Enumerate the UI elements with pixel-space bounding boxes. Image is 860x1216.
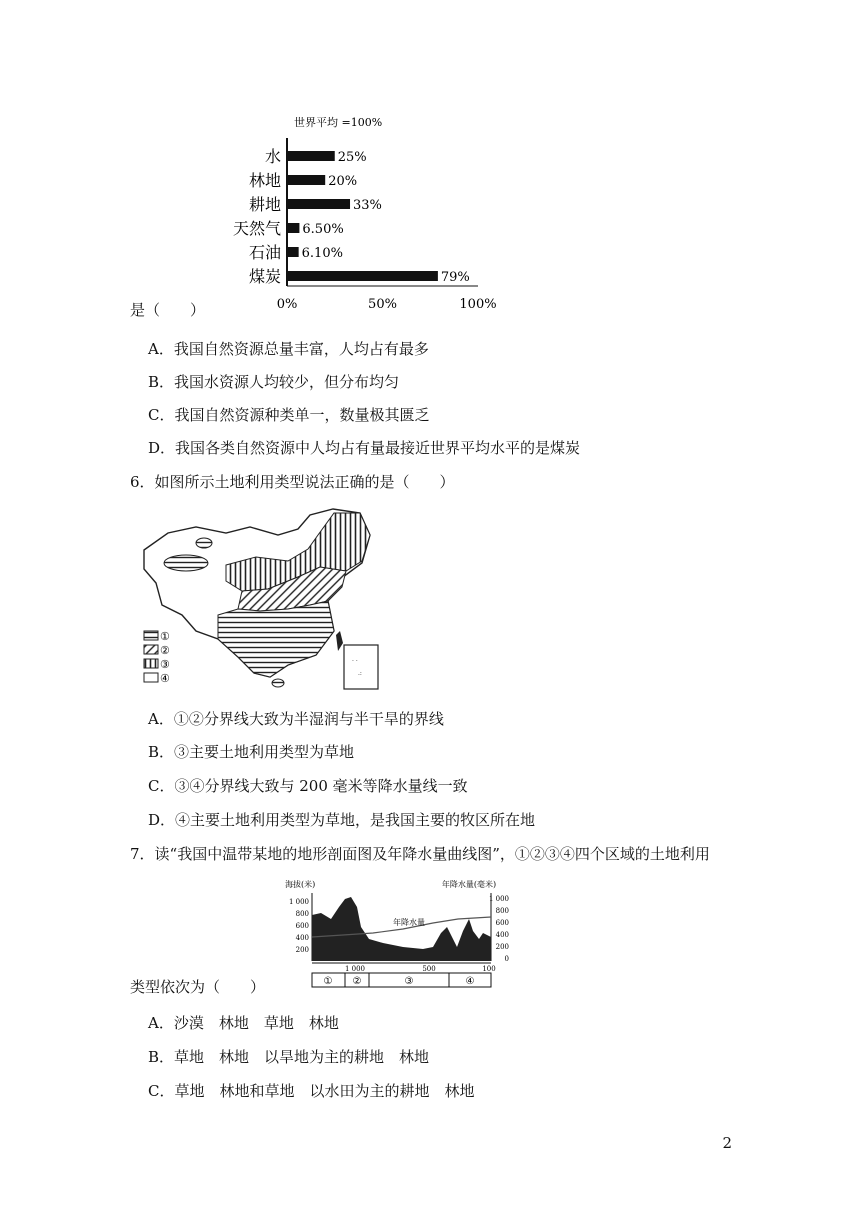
tick-label: 50%	[368, 297, 397, 312]
zone-label-1: ①	[323, 976, 333, 987]
zone-label-2: ②	[352, 976, 362, 987]
bar	[287, 223, 299, 233]
left-tick: 600	[295, 922, 309, 930]
q6-option-c: C．③④分界线大致与 200 毫米等降水量线一致	[148, 777, 468, 795]
left-axis-title: 海拔(米)	[285, 880, 316, 889]
south-sea-inset	[344, 645, 378, 689]
legend-label-4: ④	[160, 672, 170, 685]
curve-label: 年降水量	[393, 918, 425, 927]
q7-option-a: A．沙漠 林地 草地 林地	[148, 1014, 339, 1032]
bar	[287, 175, 325, 185]
category-label: 煤炭	[248, 267, 281, 286]
q7-stem-tail: 类型依次为（ ）	[130, 978, 266, 996]
zone-label-3: ③	[404, 976, 414, 987]
resource-bar-chart	[232, 108, 510, 318]
q5-option-d: D．我国各类自然资源中人均占有量最接近世界平均水平的是煤炭	[148, 439, 581, 457]
category-label: 天然气	[232, 219, 281, 238]
bar	[287, 199, 350, 209]
category-label: 耕地	[248, 195, 281, 214]
x-tick: 100	[482, 965, 496, 973]
x-tick: 500	[422, 965, 436, 973]
map-patch-basin-2	[196, 538, 212, 548]
inset-dots-2: .:	[358, 670, 362, 677]
q5-option-a: A．我国自然资源总量丰富，人均占有最多	[148, 340, 429, 358]
legend-label-3: ③	[160, 658, 170, 671]
bar	[287, 271, 438, 281]
q6-option-d: D．④主要土地利用类型为草地，是我国主要的牧区所在地	[148, 811, 536, 829]
value-label: 6.50%	[302, 222, 344, 237]
tick-label: 100%	[459, 297, 497, 312]
right-tick: 800	[495, 907, 509, 915]
right-tick: 200	[495, 943, 509, 951]
bar	[287, 151, 335, 161]
china-land-use-map	[138, 505, 390, 693]
map-region-1	[218, 601, 334, 677]
bar	[287, 247, 299, 257]
q6-option-a: A．①②分界线大致为半湿润与半干旱的界线	[148, 710, 444, 728]
right-tick: 0	[504, 955, 509, 963]
x-tick: 1 000	[344, 965, 366, 973]
value-label: 6.10%	[301, 246, 343, 261]
value-label: 25%	[337, 150, 367, 165]
map-island-hainan	[272, 679, 284, 687]
category-label: 水	[264, 147, 281, 166]
left-tick: 800	[295, 910, 309, 918]
q7-option-b: B．草地 林地 以旱地为主的耕地 林地	[148, 1048, 430, 1066]
q6-option-b: B．③主要土地利用类型为草地	[148, 743, 355, 761]
q7-stem: 7．读“我国中温带某地的地形剖面图及年降水量曲线图”，①②③④四个区域的土地利用	[130, 845, 710, 863]
chart-title: 世界平均 =100%	[294, 116, 383, 129]
left-tick: 200	[295, 946, 309, 954]
map-legend	[144, 630, 170, 685]
right-axis-title: 年降水量(毫米)	[441, 880, 497, 889]
q5-option-c: C．我国自然资源种类单一，数量极其匮乏	[148, 406, 430, 424]
category-label: 林地	[248, 171, 281, 190]
zone-strip	[312, 973, 491, 987]
legend-label-2: ②	[160, 644, 170, 657]
category-label: 石油	[248, 243, 281, 262]
value-label: 79%	[440, 270, 470, 285]
left-tick: 400	[295, 934, 309, 942]
zone-label-4: ④	[465, 976, 475, 987]
page-number: 2	[722, 1134, 732, 1152]
right-tick: 400	[495, 931, 509, 939]
terrain-profile-figure	[283, 877, 515, 989]
q5-stem-tail: 是（ ）	[130, 301, 206, 319]
map-patch-basin	[164, 555, 208, 571]
q6-stem: 6．如图所示土地利用类型说法正确的是（ ）	[130, 473, 455, 491]
value-label: 20%	[328, 174, 358, 189]
map-island-taiwan	[336, 631, 343, 651]
q5-option-b: B．我国水资源人均较少，但分布均匀	[148, 373, 400, 391]
legend-label-1: ①	[160, 630, 170, 643]
right-tick: 600	[495, 919, 509, 927]
inset-dots: . .	[352, 656, 358, 663]
right-tick: 1 000	[488, 895, 509, 903]
tick-label: 0%	[276, 297, 298, 312]
value-label: 33%	[353, 198, 382, 213]
left-tick: 1 000	[288, 898, 309, 906]
q7-option-c: C．草地 林地和草地 以水田为主的耕地 林地	[148, 1082, 475, 1100]
